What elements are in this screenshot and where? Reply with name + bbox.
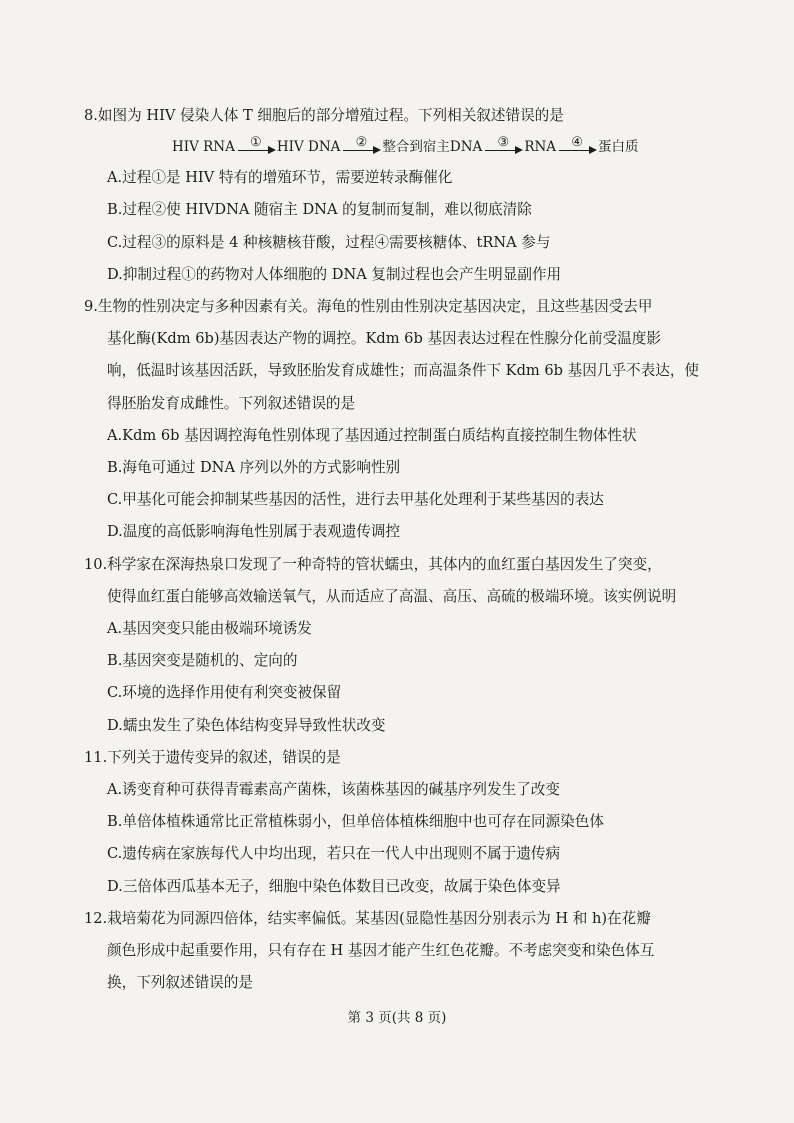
question-10-stem-line-2: 使得血红蛋白能够高效输送氧气，从而适应了高温、高压、高硫的极端环境。该实例说明 [107, 587, 677, 605]
question-area [84, 100, 724, 999]
arrow-right-icon [559, 150, 595, 151]
question-12-stem-line-2: 颜色形成中起重要作用，只有存在 H 基因才能产生红色花瓣。不考虑突变和染色体互 [107, 942, 655, 960]
question-12-stem-line-3: 换，下列叙述错误的是 [107, 974, 253, 992]
question-11-stem: 11.下列关于遗传变异的叙述，错误的是 [84, 748, 341, 766]
question-8-option-c: C.过程③的原料是 4 种核糖核苷酸，过程④需要核糖体、tRNA 参与 [107, 233, 551, 251]
question-9-option-b: B.海龟可通过 DNA 序列以外的方式影响性别 [107, 459, 401, 477]
flow-node-hiv-dna: HIV DNA [276, 139, 341, 156]
question-10-option-b: B.基因突变是随机的、定向的 [107, 652, 298, 670]
question-10-option-a: A.基因突变只能由极端环境诱发 [107, 620, 312, 638]
question-11-option-a: A.诱变育种可获得青霉素高产菌株，该菌株基因的碱基序列发生了改变 [107, 781, 560, 799]
question-9-stem-line-4: 得胚胎发育成雌性。下列叙述错误的是 [107, 394, 356, 412]
question-10 [84, 549, 724, 742]
question-8-option-a: A.过程①是 HIV 特有的增殖环节，需要逆转录酶催化 [107, 169, 453, 187]
flow-node-protein: 蛋白质 [598, 139, 639, 156]
question-9-option-d: D.温度的高低影响海龟性别属于表观遗传调控 [107, 523, 401, 541]
flow-arrow-3 [485, 136, 521, 151]
question-8 [84, 100, 724, 291]
flow-arrow-4 [559, 136, 595, 151]
question-8-stem: 8.如图为 HIV 侵染人体 T 细胞后的部分增殖过程。下列相关叙述错误的是 [84, 107, 564, 124]
question-9-stem-line-1: 9.生物的性别决定与多种因素有关。海龟的性别由性别决定基因决定，且这些基因受去甲 [84, 298, 653, 316]
question-11-option-d: D.三倍体西瓜基本无子，细胞中染色体数目已改变，故属于染色体变异 [107, 877, 561, 895]
question-10-stem-line-1: 10.科学家在深海热泉口发现了一种奇特的管状蠕虫，其体内的血红蛋白基因发生了突变， [84, 555, 662, 573]
question-9-option-c: C.甲基化可能会抑制某些基因的活性，进行去甲基化处理利于某些基因的表达 [107, 491, 604, 509]
arrow-right-icon [485, 150, 521, 151]
question-10-option-d: D.蠕虫发生了染色体结构变异导致性状改变 [107, 716, 386, 734]
flow-arrow-1-label: ① [250, 134, 262, 150]
question-9 [84, 291, 724, 549]
page-number-footer: 第 3 页(共 8 页) [347, 1010, 447, 1026]
flow-node-rna: RNA [524, 139, 557, 156]
flow-node-hiv-rna: HIV RNA [172, 139, 235, 156]
question-12 [84, 903, 724, 1000]
question-9-stem-line-2: 基化酶(Kdm 6b)基因表达产物的调控。Kdm 6b 基因表达过程在性腺分化前受温度影 [107, 330, 661, 348]
flow-arrow-4-label: ④ [571, 134, 583, 150]
flow-arrow-1 [238, 136, 274, 151]
arrow-right-icon [238, 150, 274, 151]
question-11-option-c: C.遗传病在家族每代人中均出现，若只在一代人中出现则不属于遗传病 [107, 845, 561, 863]
question-8-option-d: D.抑制过程①的药物对人体细胞的 DNA 复制过程也会产生明显副作用 [107, 265, 562, 283]
question-9-option-a: A.Kdm 6b 基因调控海龟性别体现了基因通过控制蛋白质结构直接控制生物体性状 [107, 426, 637, 444]
question-11-option-b: B.单倍体植株通常比正常植株弱小，但单倍体植株细胞中也可存在同源染色体 [107, 813, 604, 831]
question-11 [84, 742, 724, 903]
question-10-option-c: C.环境的选择作用使有利突变被保留 [107, 684, 342, 702]
question-8-option-b: B.过程②使 HIVDNA 随宿主 DNA 的复制而复制，难以彻底清除 [107, 201, 532, 219]
question-9-stem-line-3: 响，低温时该基因活跃，导致胚胎发育成雄性；而高温条件下 Kdm 6b 基因几乎不表达，使 [107, 362, 700, 380]
arrow-right-icon [343, 150, 379, 151]
flow-arrow-2 [343, 136, 379, 151]
hiv-flow-diagram [84, 132, 724, 162]
flow-arrow-2-label: ② [355, 134, 368, 150]
flow-node-host-dna: 整合到宿主DNA [382, 139, 483, 156]
question-12-stem-line-1: 12.栽培菊花为同源四倍体，结实率偏低。某基因(显隐性基因分别表示为 H 和 h)在花瓣 [84, 909, 651, 927]
flow-arrow-3-label: ③ [497, 134, 510, 150]
